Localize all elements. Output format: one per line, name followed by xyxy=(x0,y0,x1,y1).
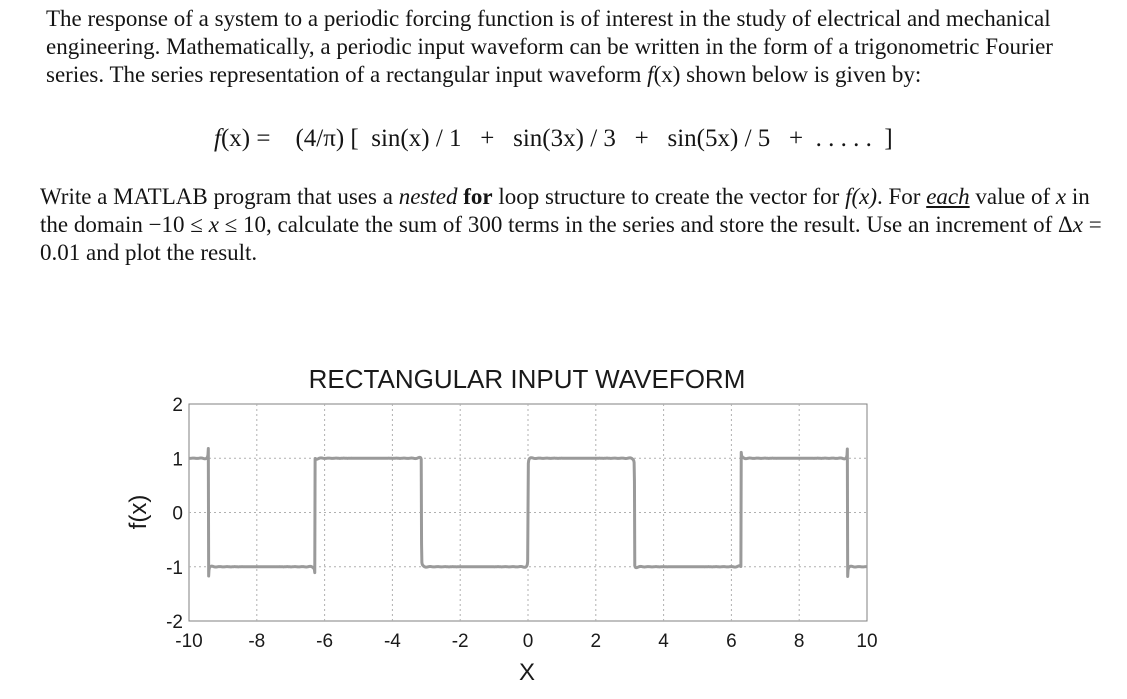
p2-text-c: . For xyxy=(877,184,927,209)
x-tick-label: 2 xyxy=(590,631,602,652)
p2-text-b: loop structure to create the vector for xyxy=(492,184,846,209)
y-tick-label: 0 xyxy=(172,503,183,525)
y-axis-label: f(x) xyxy=(125,494,152,530)
p2-nested-word: nested xyxy=(398,184,458,209)
p2-text-a: Write a MATLAB program that uses a xyxy=(40,184,399,209)
y-tick-label: 1 xyxy=(172,449,183,471)
p1-text-b: shown below is given by: xyxy=(680,62,922,87)
p2-text-g: = 0.01 and plot the result. xyxy=(40,212,1102,265)
x-axis-label: X xyxy=(518,659,536,686)
p2-fx: f(x) xyxy=(845,184,878,209)
x-tick-label: -6 xyxy=(316,631,334,652)
x-tick-label: -2 xyxy=(451,631,469,652)
p2-x3: x xyxy=(1072,212,1084,237)
p2-x2: x xyxy=(208,212,219,237)
formula-equals: = xyxy=(250,125,277,152)
p1-text-a: The response of a system to a periodic forcing function is of interest in the study of electrical and mechanical engineering. Mathematically, a periodic input waveform can be written in the form of a trigonometric Fourier series. The series representation of a rectangular input waveform xyxy=(46,6,1053,87)
x-tick-label: 0 xyxy=(522,631,534,652)
x-tick-label: 10 xyxy=(856,631,878,652)
p2-text-f: ≤ 10, calculate the sum of 300 terms in the series and store the result. Use an increment of Δ xyxy=(218,212,1073,237)
formula-lhs-f: f xyxy=(214,125,221,152)
x-tick-label: -8 xyxy=(248,631,266,652)
p2-for-keyword: for xyxy=(463,184,493,209)
p2-text-e: in the domain −10 ≤ xyxy=(40,184,1090,237)
p2-x: x xyxy=(1055,184,1067,209)
chart-title: RECTANGULAR INPUT WAVEFORM xyxy=(308,364,746,394)
x-tick-label: -10 xyxy=(175,631,203,652)
x-tick-label: 6 xyxy=(726,631,737,652)
p2-text-d: value of xyxy=(969,184,1056,209)
formula-rhs: (4/π) [ sin(x) / 1 + sin(3x) / 3 + sin(5x) / 5 + . . . . . ] xyxy=(276,125,893,152)
p1-fx-paren: (x) xyxy=(653,62,681,87)
x-tick-label: 8 xyxy=(793,631,805,652)
p2-each-word: each xyxy=(926,184,970,209)
y-tick-label: -2 xyxy=(166,612,183,633)
formula-lhs-x: (x) xyxy=(220,125,251,152)
x-tick-label: -4 xyxy=(383,631,401,652)
p1-fx-symbol: f xyxy=(647,62,654,87)
y-tick-label: 2 xyxy=(172,395,183,416)
x-tick-label: 4 xyxy=(658,631,669,652)
y-tick-label: -1 xyxy=(166,557,183,579)
